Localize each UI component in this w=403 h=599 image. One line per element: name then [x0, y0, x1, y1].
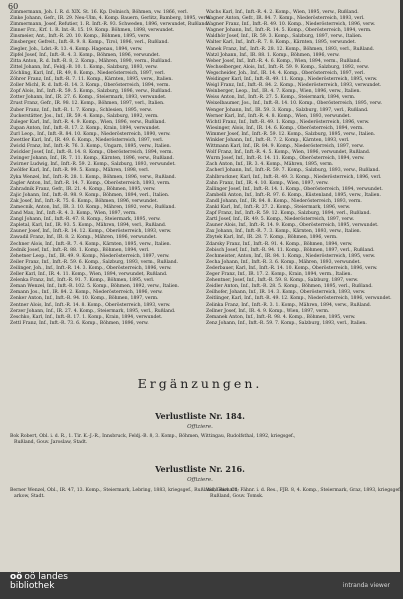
viewer-label: intranda viewer [342, 582, 390, 589]
list-entry: Zellner Josef, Inf., IR. 4. 9. Komp., Wien, 1897, verm. [206, 308, 330, 314]
list-entry: Werner Karl, Inf., Inft.-R. 4. 8. Komp., Wien, 1893, verwundet. [206, 113, 351, 119]
list-entry: Zettl Franz, Inf., Inft.-R. 73. 6. Komp., Böhmen, 1896, verw. [10, 320, 149, 326]
list-entry: Zawadil Franz, Inf., IR. 8. 2. Komp., Mähren, 1896, verwundet. [10, 235, 157, 241]
list-entry: Zeilinger, Joh., Inf., Inft.-R. 14. 3. Komp., Oberösterreich, 1896, verw. [10, 265, 172, 271]
list-entry: Zahlbruckner, Karl, Inf., Inft.-R. 49. 3. Komp., Niederösterreich, 1896, verl. [206, 174, 382, 180]
list-entry: Zimmermann, Josef, Refutier, 1. R. Inft.-R. 93. Schweden, 1896, verwundet, Rußland. [10, 22, 209, 28]
list-entry: Zuber Franz, Inf., Inft.-R. 1. 7. Komp., Schlesien, 1895, verw. [10, 107, 152, 113]
list-entry: Zöhrer Franz, Inf., Inft.-R. 7. 11. Komp., Kärnten, 1895, verw., Italien. [10, 77, 173, 83]
list-entry: Wittmann Karl, Inf., IR. 84. 9. Komp., Niederösterreich, 1897, verw. [206, 144, 365, 150]
logo-line2: bibliothek [10, 581, 55, 591]
list-entry: Zagler Anton, Inf., Inft.-R. 14. 7. Komp., Oberösterreich, 1893, verm. [10, 180, 171, 186]
section-heading: Ergänzungen. [137, 376, 263, 391]
list-entry: Zandl Johann, Inf., IR. 84. 8. Komp., Niederösterreich, 1893, verm. [206, 198, 362, 204]
list-entry: Zeman Wenzel, Inf., Inft.-R. 102. 5. Komp., Böhmen, 1892, verw., Italien. [10, 284, 180, 290]
list-entry: Zach Anton, Inf., IR. 3. 4. Komp., Mähren, 1895, verm. [206, 162, 334, 168]
list-entry: Zangl Johann, Inf., Inft.-R. 47. 8. Komp., Steiermark, 1895, verw. [10, 217, 161, 223]
list-entry: Zebisch Josef, Inf., Inft.-R. 94. 11. Komp., Böhmen, 1897, verl., Rußland. [206, 247, 375, 253]
list-entry: Zamecnik, Anton, Inf., IR. 3. 10. Komp., Mähren, 1892, verw., Rußland. [10, 205, 176, 210]
list-entry: Zahradnik Franz, Gefr., IR. 21. 4. Komp., Böhmen, 1895, verw. [10, 186, 156, 192]
list-entry: Zednik Josef, Inf., Inft.-R. 88. 1. Komp., Böhmen, 1894, verl. [10, 247, 150, 253]
logo-line1: oö landes [24, 572, 68, 582]
list-entry: Zinke Johann, Gefr., IR. 29. Neu-Ulm, 4. Komp. Bauern, Gerlitz, Bamberg, 1895, verw. [10, 16, 211, 22]
page-number: 60 [8, 2, 19, 11]
list-entry: Wanek Franz, Inf., Inft.-R. 28. 12. Komp., Böhmen, 1893, verl., Rußland. [206, 46, 375, 52]
list-entry: Zyka Wenzel, Inf., Inft.-R. 28. 1. Komp., Böhmen, 1896, verw., Rußland. [10, 174, 177, 180]
logo-mark-icon: oö [10, 572, 23, 582]
list-entry: Zartl Josef, Inf., IR. 49. 5. Komp., Niederösterreich, 1897, verw. [206, 217, 355, 223]
list-entry: Zechner Alois, Inf., Inft.-R. 7. 4. Komp., Kärnten, 1895, verw., Italien. [10, 241, 172, 247]
list-entry: Weigl Franz, Inf., Inft.-R. 84. 2. Komp., Niederösterreich, 1893, verwundet. [206, 83, 382, 89]
section1-line2: Rußland, Gouv. Jaroslaw, Stadt. [14, 440, 88, 445]
list-entry: Wachs Karl, Inf., Inft.-R. 4. 2. Komp., Wien, 1895, verw., Rußland. [206, 10, 359, 15]
list-entry: Zdarsky Franz, Inf., Inft.-R. 91. 4. Komp., Böhmen, 1894, verw. [206, 241, 353, 247]
list-entry: Zopf Alois, Inf., Inft.-R. 59. 5. Komp., Salzburg, 1896, verw., Rußland. [10, 89, 172, 95]
list-entry: Zambelli Anton, Inf., Inft.-R. 97. 6. Komp., Küstenland, 1895, verw., Italien. [206, 192, 381, 198]
list-entry: Wagner Franz, Inf., Inft.-R. 49. 10. Komp., Niederösterreich, 1896, verw. [206, 22, 376, 28]
list-entry: Zak Josef, Inf., Inft.-R. 75. 6. Komp., Böhmen, 1896, verwundet. [10, 198, 159, 204]
list-entry: Zederbauer, Karl, Inf., Inft.-R. 14. 10. Komp., Oberösterreich, 1896, verw. [206, 265, 378, 271]
list-entry: Winkler Johann, Inf., Inft.-R. 7. 2. Komp., Kärnten, 1893, verl. [206, 137, 350, 143]
section2-subtitle: Offiziere. [187, 477, 213, 483]
list-entry: Zeilhofer, Johann, Inf., IR. 14. 3. Komp., Oberösterreich, 1893, verw. [206, 290, 366, 296]
list-entry: Watzl Johann, Inf., IR. 88. 1. Komp., Böhmen, 1896, verw. [206, 52, 340, 58]
list-entry: Wagner Anton, Gefr., IR. 84. 7. Komp., Niederösterreich, 1893, verl. [206, 16, 365, 22]
list-entry: Zallinger Josef, Inf., Inft.-R. 14. 1. Komp., Oberösterreich, 1894, verwundet. [206, 186, 383, 192]
list-entry: Wiesinger, Alois, Inf., IR. 14. 6. Komp., Oberösterreich, 1894, verm. [206, 125, 364, 131]
list-entry: Zeidler Anton, Inf., Inft.-R. 28. 5. Komp., Böhmen, 1895, verl., Rußland. [206, 284, 373, 290]
list-entry: Zinsmeier, Ant., Inft.-R. 20. 10. Komp., Böhmen, 1895, verw. [10, 34, 151, 40]
library-logo[interactable] [10, 573, 68, 591]
list-entry: Waldhör Josef, Inf., IR. 59. 3. Komp., Salzburg, 1897, verw., Italien. [206, 34, 363, 40]
list-entry: Weiss Anton, Inf., Inft.-R. 27. 5. Komp., Steiermark, 1894, verm. [206, 95, 356, 101]
list-entry: Wenger Johann, Inf., IR. 59. 3. Komp., Salzburg, 1897, verl., Rußland. [206, 107, 369, 113]
list-entry: Zöchling, Karl, Inf., IR. 49, 8. Komp., Niederösterreich, 1897, verl. [10, 70, 166, 76]
list-entry: Zelenka Franz, Inf., Inft.-R. 91. 7. Komp., Böhmen, 1895, verl. [10, 278, 155, 284]
list-entry: Zinsberger, Gefreit., Inft.-R. 9. 8. Komp., Tirol, 1896, verl., Rußland. [10, 40, 169, 46]
list-entry: Wichtl Franz, Inf., Inft.-R. 49. 1. Komp., Niederösterreich, 1896, verw. [206, 119, 370, 125]
list-entry: Wegscheider, Joh., Inf., IR. 14. 4. Komp., Oberösterreich, 1897, verl. [206, 70, 365, 76]
list-entry: Weixelbaumer, Jos., Inf., Inft.-R. 14. 10. Komp., Oberösterreich, 1895, verw. [206, 101, 382, 107]
list-entry: Zittel Johann, Inf., Feldj.-B. 10. 1. Komp., Salzburg, 1893, verw. [10, 64, 158, 70]
left-column [10, 10, 211, 342]
section2-left-line2: arkow, Stadt. [14, 494, 45, 499]
list-entry: Zwickler Josef, Inf., Inft.-R. 14. 8. Komp., Oberösterreich, 1894, verm. [10, 150, 173, 156]
section2-left-line1: Berner Wenzel, Obl., IR. 47, 13. Komp., Steiermark, Lebring, 1883, kriegsgef., Rußland, Gouv. Ch- [10, 488, 240, 493]
list-entry: Zeitlinger, Karl, Inf., Inft.-R. 49. 12. Komp., Niederösterreich, 1896, verwundet. [206, 296, 392, 302]
list-entry: Zacherl Johann, Inf., Inft.-R. 59. 7. Komp., Salzburg, 1893, verw., Rußland. [206, 168, 380, 174]
list-entry: Zotter Johann, Inf., IR. 27. 6. Komp., Steiermark, 1893, verwundet. [10, 95, 167, 101]
list-entry: Weber Josef, Inf., Inft.-R. 4. 6. Komp., Wien, 1894, verm., Rußland. [206, 58, 361, 64]
section1-subtitle: Offiziere. [187, 424, 213, 430]
list-entry: Zauner Josef, Inf., Inft.-R. 14. 12. Komp., Oberösterreich, 1893, verw. [10, 229, 172, 235]
list-entry: Zwirner Ludwig, Inf., Inft.-R. 59. 2. Komp., Salzburg, 1893, verwundet. [10, 162, 176, 168]
list-entry: Wimmer Josef, Inf., Inft.-R. 59. 12. Komp., Salzburg, 1895, verw., Italien. [206, 131, 376, 137]
list-entry: Zauner Alois, Inf., Inft.-R. 14. 9. Komp., Oberösterreich, 1895, verwundet. [206, 223, 379, 229]
list-entry: Zand Max, Inf., Inft.-R. 4. 3. Komp., Wien, 1897, verm. [10, 211, 137, 217]
list-entry: Zrust Franz, Gefr., IR. 98. 12. Komp., Böhmen, 1897, verl., Italien. [10, 101, 165, 107]
list-entry: Zemann Jos., Inf., IR. 84. 2. Komp., Niederösterreich, 1896, verw. [10, 290, 163, 296]
list-entry: Zipfel Josef, Inf., Inft.-R. 4. 3. Komp., Böhmen, 1896, verwundet. [10, 52, 160, 58]
list-entry: Zurl Leop., Inf., Inft.-R. 84. 10. Komp., Niederösterreich, 1890, verw. [10, 131, 171, 137]
list-entry: Zinner Frz., Krf. 1. R. Int.-R. 15. 19. Komp. Böhmen, 1898, verwundet. [10, 28, 175, 34]
list-entry: Zapletal, Karl, Inf., IR. 93. 5. Komp., Mähren, 1894, verl., Rußland. [10, 223, 167, 229]
list-entry: Zupan Anton, Inf., Inft.-R. 17. 2. Komp., Krain, 1894, verwundet. [10, 125, 161, 131]
list-entry: Zwickl Franz, Inf., Inft.-R. 76. 3. Komp., Ungarn, 1895, verw., Italien. [10, 144, 172, 150]
list-entry: Weinberger, Leop., Inf., IR. 4. 7. Komp., Wien, 1896, verw., Italien. [206, 89, 361, 95]
list-entry: Zimmermann, Joh. I. R. d. XIX. St. 16. Kp. Dolnisch, Böhmen, vw. 1866, verl. [10, 10, 189, 15]
list-entry: Wurm Josef, Inf., Inft.-R. 14. 11. Komp., Oberösterreich, 1894, verw. [206, 156, 365, 162]
list-entry: Weidinger Karl, Inf., Inft.-R. 49. 11. Komp., Niederösterreich, 1895, verw. [206, 77, 378, 83]
list-entry: Zoller Michl, R. d. Inft.-R. 14. 3. Komp., Oberösterreich, 1894, verm. [10, 83, 170, 89]
list-entry: Zwölfer Karl, Inf., Inft.-R. 99. 5. Komp., Mähren, 1898, verl. [10, 168, 150, 174]
list-entry: Wechselberger, Alois, Inf., Inft.-R. 59. 9. Komp., Salzburg, 1892, verw. [206, 64, 370, 70]
list-entry: Zeiler Franz, Inf., Inft.-R. 59. 6. Komp., Salzburg, 1893, verm., Rußland. [10, 259, 179, 265]
list-entry: Zbytek Karl, Inf., IR. 28. 7. Komp., Böhmen, 1896, verm. [206, 235, 338, 241]
list-entry: Zwettler Karl, Inf., IR. 49. 6. Komp., Niederösterreich, 1897, verl. [10, 137, 164, 143]
section2-title: Verlustliste Nr. 216. [155, 464, 245, 474]
list-entry: Walter Karl, Inf., Inft.-R. 7. 8. Komp., Kärnten, 1895, verwundet. [206, 40, 357, 46]
list-entry: Zecha Johann, Inf., Inft.-R. 3. 6. Komp., Mähren, 1893, verwundet. [206, 259, 361, 265]
list-entry: Zajic Johann, Inf., Inft.-R. 98. 9. Komp., Böhmen, 1894, verl., Italien. [10, 192, 170, 198]
list-entry: Zenz Johann, Inf., Inft.-R. 59. 7. Komp., Salzburg, 1893, verl., Italien. [206, 320, 367, 326]
list-entry: Zankl Karl, Inf., Inft.-R. 27. 2. Komp., Steiermark, 1896, verw. [206, 205, 351, 210]
list-entry: Zechmeister, Anton, Inf., IR. 84. 1. Komp., Niederösterreich, 1895, verw. [206, 253, 376, 259]
list-entry: Zehetner Leop., Inf., IR. 49. 9. Komp., Niederösterreich, 1897, verw. [10, 253, 170, 259]
list-entry: Wagner Johann, Inf., Inft.-R. 14. 5. Komp., Oberösterreich, 1894, verm. [206, 28, 372, 34]
list-entry: Zerzer Johann, Inf., IR. 27. 4. Komp., Steiermark, 1895, verl., Rußland. [10, 308, 176, 314]
list-entry: Wolf Franz, Inf., Inft.-R. 4. 5. Komp., Wien, 1896, verwundet, Rußland. [206, 150, 371, 156]
list-entry: Zenker Anton, Inf., Inft.-R. 94. 10. Komp., Böhmen, 1897, verm. [10, 296, 159, 302]
list-entry: Zelinka Franz, Inf., Inft.-R. 3. 1. Komp., Mähren, 1894, verw., Rußland. [206, 302, 372, 308]
list-entry: Zeger Franz, Inf., IR. 17. 2. Komp., Krain, 1894, verm., Italien. [206, 272, 352, 278]
list-entry: Zeschko, Karl, Inf., Inft.-R. 17. 1. Komp., Krain, 1894, verwundet. [10, 314, 163, 320]
section1-title: Verlustliste Nr. 184. [155, 411, 245, 421]
section2-right-line2: Rußland, Gouv. Tomsk. [210, 494, 264, 499]
list-entry: Zeller Karl, Inf., IR. 4. 11. Komp., Wien, 1894, verwundet, Rußland. [10, 272, 168, 278]
list-entry: Zehentner, Josef, Inf., Inft.-R. 59. 8. Komp., Salzburg, 1897, verw. [206, 278, 359, 284]
list-entry: Ziegler, Joh., Ldst.-R. 13. 4. Komp. Hagenau, 1894, verw. [10, 46, 143, 52]
list-entry: Zentner Alois, Inf., Inft.-R. 14. 8. Komp., Oberösterreich, 1893, verw. [10, 302, 171, 308]
list-entry: Zahn Franz, Inf., IR. 4. 10. Komp., Wien, 1897, verw. [206, 180, 329, 186]
list-entry: Zwinger Johann, Inf., IR. 7. 11. Komp., Kärnten, 1896, verw., Rußland. [10, 156, 174, 162]
list-entry: Zemanek Anton, Inf., Inft.-R. 98. 4. Komp., Böhmen, 1895, verw. [206, 314, 356, 320]
list-entry: Zuleger Karl, Inf., Inft.-R. 4. 9. Komp., Wien, 1896, verw., Rußland. [10, 119, 166, 125]
list-entry: Zitta Anton, R. d. Inft.-R. 8, 2. Komp., Mähren, 1890, verm., Rußland. [10, 58, 172, 64]
section2-right-line1: Wohl Richard, Fähnr. i. d. Res., FJB. 8, 4. Komp., Steiermark, Graz, 1893, kriegsgef., [206, 488, 403, 493]
list-entry: Zuckerstätter, Jos., Inf., IR. 59. 4. Komp., Salzburg, 1892, verm. [10, 113, 159, 119]
list-entry: Zapf Franz, Inf., Inft.-R. 59. 12. Komp., Salzburg, 1894, verl., Rußland. [206, 211, 371, 217]
section1-line1: Bok Robert, Obl. i. d. R., 1. Tir. K.-J.-R., Innsbruck, Feldj.-B. 8, 3. Komp., Böhmen, Wittingau, Rudolfsthal, 1892, kriegsgef., [10, 434, 296, 439]
right-column [206, 10, 392, 342]
list-entry: Zax Johann, Inf., Inft.-R. 7. 3. Komp., Kärnten, 1893, verw., Italien. [206, 229, 362, 235]
